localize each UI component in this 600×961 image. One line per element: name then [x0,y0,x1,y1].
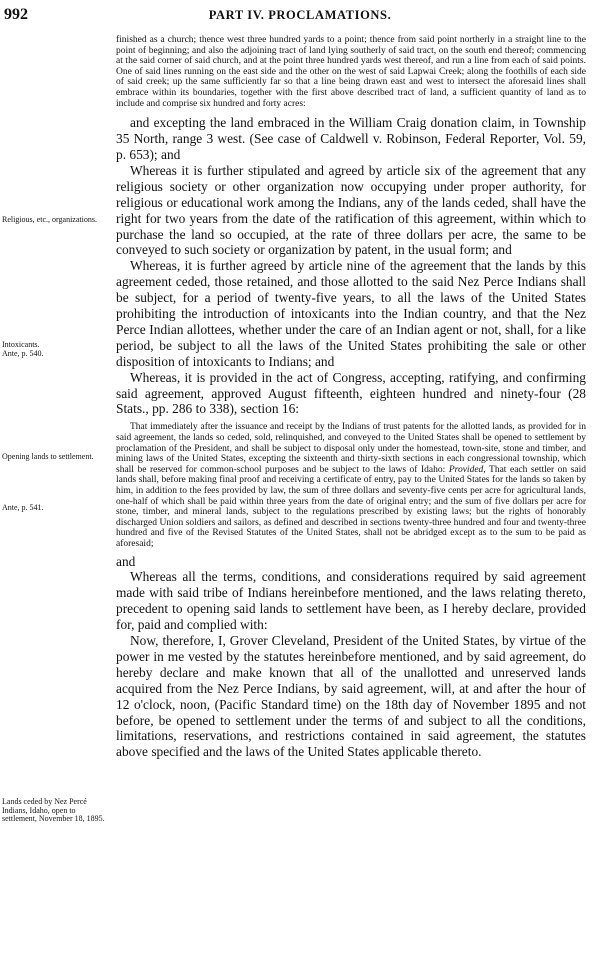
paragraph-quote [116,422,586,549]
margin-note-opening: Opening lands to settlement. [2,452,94,461]
quote-part-a: That immediately after the issuance and receipt by the Indians of trust patents for the allotted lands, as provided for in said agreement, the lands so ceded, sold, relinquished, and conveyed to the United States shall be opened to settlement by proclamation of the President, and shall be subject to disposal only under the homestead, town-site, stone and timber, and mining laws of the United States, excepting the sixteenth and thirty-sixth sections in each congressional township, which shall be reserved for common-school purposes and be subject to the laws of Idaho: [116,422,586,475]
paragraph-now-therefore: Now, therefore, I, Grover Cleveland, President of the United States, by virtue of the power in me vested by the statutes hereinbefore mentioned, and by said agreement, do hereby declare and make known that all of the unallotted and unreserved lands acquired from the Nez Perce Indians, by said agreement, will, at and after the hour of 12 o'clock, noon, (Pacific Standard time) on the 18th day of November 1895 and not before, be opened to settlement under the terms of and subject to all the conditions, limitations, reservations, and restrictions contained in said agreement, the statutes above specified and the laws of the United States applicable thereto. [116,633,586,760]
margin-note-intoxicants-ref: Ante, p. 540. [2,348,44,358]
running-head: PART IV. PROCLAMATIONS. [208,8,392,22]
paragraph-opening: Whereas, it is provided in the act of Congress, accepting, ratifying, and confirming said agreement, approved August fifteenth, eighteen hundred and ninety-four (28 Stats., pp. 286 to 338), section 16: [116,369,586,417]
margin-note-ante-541: Ante, p. 541. [2,503,44,512]
paragraph-whereas-terms: Whereas all the terms, conditions, and considerations required by said agreement made with said tribe of Indians hereinbefore mentioned, and the laws relating thereto, precedent to opening said lands to settlement have been, as I hereby declare, provided for, paid and complied with: [116,569,586,633]
page-number: 992 [4,6,28,23]
quote-part-b: That each settler on said lands shall, before making final proof and receiving a certificate of entry, pay to the United States for the lands so taken by him, in addition to the fees provided by law, the sum of three dollars and seventy-five cents per acre for agricultural lands, one-half of which shall be paid within three years from the date of original entry; and the sum of five dollars per acre for stone, timber, and mineral lands, subject to the regulations prescribed by existing laws; but the rights of honorably discharged Union soldiers and sailors, as defined and described in sections twenty-three hundred and four and twenty-three hundred and five of the Revised Statutes of the United States, shall not be abridged except as to the sum to be paid as aforesaid; [116,464,586,549]
page-body [116,35,586,760]
margin-note-lands-ceded: Lands ceded by Nez Percé Indians, Idaho, open to settlement, November 18, 1895. [2,797,105,824]
paragraph-and: and [116,553,136,569]
paragraph-excepting: and excepting the land embraced in the William Craig donation claim, in Township 35 North, range 3 west. (See case of Caldwell v. Robinson, Federal Reporter, Vol. 59, p. 653); and [116,115,586,162]
margin-note-intoxicants-title: Intoxicants. [2,340,40,349]
paragraph-religious: Whereas it is further stipulated and agreed by article six of the agreement that any religious society or other organization now occupying under proper authority, for religious or educational work among the Indians, any of the lands ceded, shall have the right for two years from the date of the ratification of this agreement, within which to purchase the land so occupied, at the rate of three dollars per acre, the same to be conveyed to such society or organization by patent, in the usual form; and [116,162,586,258]
paragraph-intoxicants: Whereas, it is further agreed by article nine of the agreement that the lands by this agreement ceded, those retained, and those allotted to the said Nez Perce Indians shall be subject, for a period of twenty-five years, to all the laws of the United States prohibiting the introduction of intoxicants into the Indian country, and that the Nez Perce Indian allottees, whether under the care of an Indian agent or not, shall, for a like period, be subject to all the laws of the United States prohibiting the sale or other disposition of intoxicants to Indians; and [116,258,586,369]
paragraph-top: finished as a church; thence west three hundred yards to a point; thence from said point northerly in a straight line to the point of beginning; and also the adjoining tract of land lying southerly of said tract, on the south end thereof; commencing at the said corner of said church, and at the point three hundred yards west thereof, and run a line from each of said points. One of said lines running on the east side and the other on the west of said Lapwai Creek; along the foothills of each side of said creek; up the same sufficiently far so that a line being drawn east and west to intersect the aforesaid lines shall embrace within its boundaries, together with the first above described tract of land, a sufficient quantity of land as to include and comprise six hundred and forty acres: [116,35,586,109]
margin-note-religious: Religious, etc., organizations. [2,215,97,224]
quote-provided: Provided, [448,464,486,475]
page-header [0,6,600,26]
margin-note-intoxicants [2,341,110,358]
